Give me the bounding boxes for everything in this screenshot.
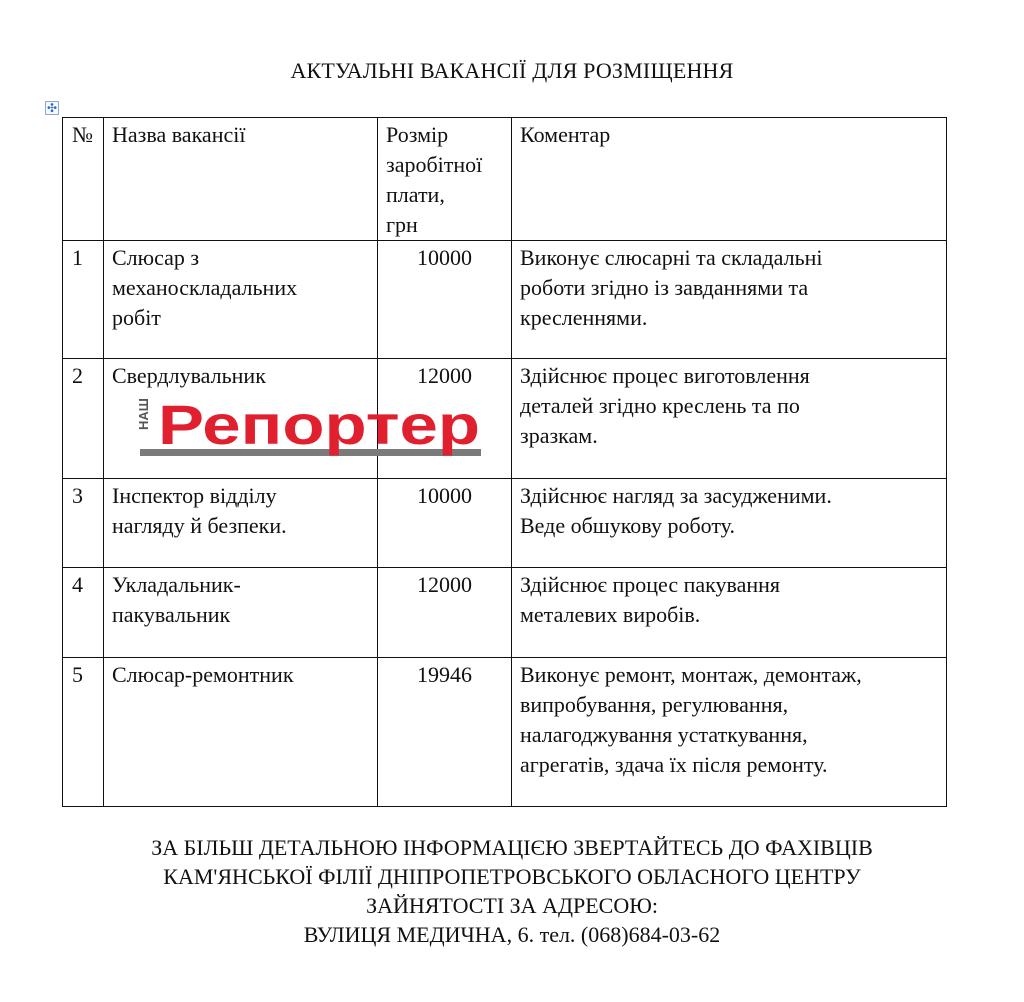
comment <box>512 479 947 568</box>
comment-line: Здійснює процес пакування <box>520 572 781 597</box>
vacancy-title <box>104 241 378 359</box>
move-arrows-icon[interactable]: ✣ <box>46 101 58 115</box>
comment-line: роботи згідно із завданнями та <box>520 275 809 300</box>
footer-line: ЗАЙНЯТОСТІ ЗА АДРЕСОЮ: <box>366 893 658 918</box>
salary: 19946 <box>378 658 512 807</box>
footer-line: ВУЛИЦЯ МЕДИЧНА, 6. тел. (068)684-03-62 <box>303 922 721 947</box>
vacancy-title-line: механоскладальних <box>112 275 298 300</box>
salary: 12000 <box>378 568 512 658</box>
comment <box>512 241 947 359</box>
comment <box>512 359 947 479</box>
comment-line: зразкам. <box>520 423 598 448</box>
row-number: 4 <box>63 568 104 658</box>
header-vacancy-name: Назва вакансії <box>104 118 378 241</box>
salary: 12000 <box>378 359 512 479</box>
header-number: № <box>63 118 104 241</box>
row-number: 3 <box>63 479 104 568</box>
comment-line: налагоджування устаткування, <box>520 722 808 747</box>
comment-line: Виконує ремонт, монтаж, демонтаж, <box>520 662 862 687</box>
salary: 10000 <box>378 241 512 359</box>
header-salary-line: заробітної <box>386 152 483 177</box>
table-row <box>63 241 947 359</box>
logo-main-text: Репортер <box>158 393 480 456</box>
table-header-row <box>63 118 947 241</box>
row-number: 2 <box>63 359 104 479</box>
comment-line: випробування, регулювання, <box>520 692 789 717</box>
nash-reporter-watermark-logo <box>138 394 484 458</box>
vacancy-title-line: пакувальник <box>112 602 231 627</box>
header-salary-line: грн <box>386 212 418 237</box>
row-number: 1 <box>63 241 104 359</box>
comment-line: Веде обшукову роботу. <box>520 513 735 538</box>
document-title: АКТУАЛЬНІ ВАКАНСІЇ ДЛЯ РОЗМІЩЕННЯ <box>290 58 734 83</box>
salary: 10000 <box>378 479 512 568</box>
logo-small-text: НАШ <box>136 398 151 430</box>
comment-line: металевих виробів. <box>520 602 701 627</box>
header-salary <box>378 118 512 241</box>
table-row <box>63 658 947 807</box>
footer-line: ЗА БІЛЬШ ДЕТАЛЬНОЮ ІНФОРМАЦІЄЮ ЗВЕРТАЙТЕСЬ ДО ФАХІВЦІВ <box>151 835 873 860</box>
comment-line: Здійснює нагляд за засудженими. <box>520 483 832 508</box>
vacancy-title-line: робіт <box>112 305 161 330</box>
header-comment: Коментар <box>512 118 947 241</box>
header-salary-line: Розмір <box>386 122 449 147</box>
vacancy-title-line: Свердлувальник <box>112 363 266 388</box>
vacancy-title-line: нагляду й безпеки. <box>112 513 287 538</box>
footer-line: КАМ'ЯНСЬКОЇ ФІЛІЇ ДНІПРОПЕТРОВСЬКОГО ОБЛАСНОГО ЦЕНТРУ <box>163 864 861 889</box>
header-salary-line: плати, <box>386 182 445 207</box>
comment-line: деталей згідно креслень та по <box>520 393 800 418</box>
contact-footer <box>0 833 1024 949</box>
table-row <box>63 568 947 658</box>
table-row <box>63 479 947 568</box>
comment-line: Виконує слюсарні та складальні <box>520 245 823 270</box>
vacancy-title <box>104 658 378 807</box>
vacancy-title-line: Інспектор відділу <box>112 483 277 508</box>
vacancy-title <box>104 568 378 658</box>
row-number: 5 <box>63 658 104 807</box>
vacancy-title-line: Слюсар-ремонтник <box>112 662 294 687</box>
comment-line: агрегатів, здача їх після ремонту. <box>520 752 828 777</box>
comment <box>512 568 947 658</box>
comment-line: Здійснює процес виготовлення <box>520 363 810 388</box>
vacancy-title <box>104 479 378 568</box>
vacancy-title-line: Укладальник- <box>112 572 241 597</box>
comment <box>512 658 947 807</box>
vacancy-title-line: Слюсар з <box>112 245 200 270</box>
comment-line: кресленнями. <box>520 305 648 330</box>
vacancies-table <box>62 117 947 807</box>
